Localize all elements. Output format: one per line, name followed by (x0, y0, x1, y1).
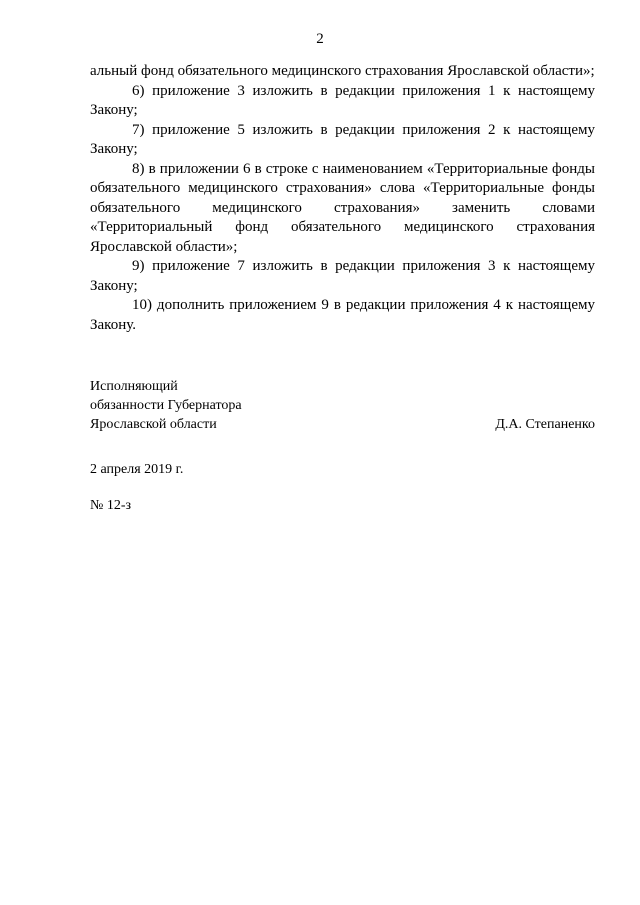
paragraph-continuation: альный фонд обязательного медицинского страхования Ярославской области»; (90, 63, 595, 79)
signatory-title-line-2: обязанности Губернатора (90, 398, 242, 413)
signatory-title-line-1: Исполняющий (90, 379, 178, 394)
paragraph-item-10: 10) дополнить приложением 9 в редакции приложения 4 к настоящему Закону. (90, 297, 595, 333)
signatory-title-line-3: Ярославской области (90, 417, 217, 432)
paragraph-item-9: 9) приложение 7 изложить в редакции приложения 3 к настоящему Закону; (90, 258, 595, 294)
page-number: 2 (316, 31, 324, 47)
paragraph-item-7: 7) приложение 5 изложить в редакции приложения 2 к настоящему Закону; (90, 121, 595, 157)
signatory-name: Д.А. Степаненко (495, 417, 595, 432)
document-body (90, 62, 595, 335)
paragraph-item-6: 6) приложение 3 изложить в редакции приложения 1 к настоящему Закону; (90, 82, 595, 118)
document-date: 2 апреля 2019 г. (90, 462, 184, 477)
law-number: № 12-з (90, 498, 132, 513)
signature-block (90, 377, 595, 434)
paragraph-item-8: 8) в приложении 6 в строке с наименованием «Территориальные фонды обязательного медицинского страхования» слова «Территориальные фонды обязательного медицинского страхования» заменить словами «Территориальный фонд обязательного медицинского страхования Ярославской области»; (90, 160, 595, 255)
